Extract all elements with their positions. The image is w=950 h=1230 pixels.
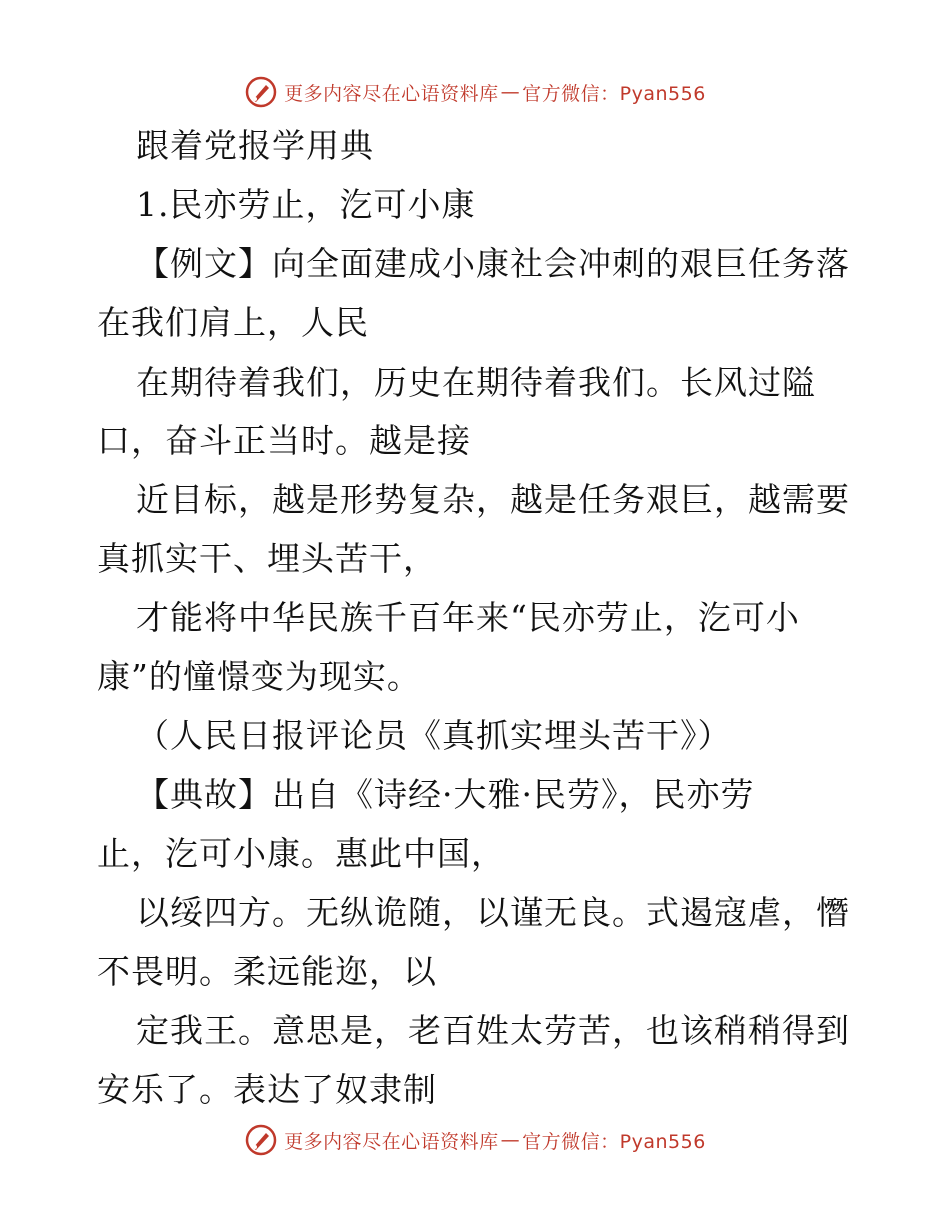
banner-separator: — (500, 1129, 521, 1151)
text-line: 【例文】向全面建成小康社会冲刺的艰巨任务落 (136, 244, 850, 283)
citation-line: （人民日报评论员《真抓实埋头苦干》） (136, 716, 732, 755)
text-line: 在期待着我们，历史在期待着我们。长风过隘 (136, 363, 816, 402)
text-line: 不畏明。柔远能迩，以 (97, 952, 437, 991)
header-banner (0, 72, 950, 112)
section-heading: 1.民亦劳止，汔可小康 (136, 185, 476, 224)
text-line: 止，汔可小康。惠此中国， (97, 834, 505, 873)
banner-wechat-text: 官方微信：Pyan556 (522, 82, 706, 105)
doc-title: 跟着党报学用典 (136, 126, 374, 165)
text-line: 定我王。意思是，老百姓太劳苦，也该稍稍得到 (136, 1011, 850, 1050)
text-line: 【典故】出自《诗经·大雅·民劳》，民亦劳 (136, 775, 755, 814)
text-line: 安乐了。表达了奴隶制 (97, 1070, 437, 1109)
text-line: 口，奋斗正当时。越是接 (97, 421, 471, 460)
banner-site-text: 更多内容尽在心语资料库 (284, 1130, 499, 1153)
fountain-pen-logo-icon (244, 1123, 278, 1157)
footer-banner (0, 1120, 950, 1160)
text-line: 真抓实干、埋头苦干， (97, 539, 437, 578)
text-line: 近目标，越是形势复杂，越是任务艰巨，越需要 (136, 480, 850, 519)
text-line: 康”的憧憬变为现实。 (97, 657, 421, 696)
text-line: 以绥四方。无纵诡随，以谨无良。式遏寇虐，憯 (136, 893, 850, 932)
text-line: 在我们肩上，人民 (97, 303, 369, 342)
text-line: 才能将中华民族千百年来“民亦劳止，汔可小 (136, 598, 800, 637)
banner-separator: — (500, 81, 521, 103)
banner-wechat-text: 官方微信：Pyan556 (522, 1130, 706, 1153)
banner-site-text: 更多内容尽在心语资料库 (284, 82, 499, 105)
fountain-pen-logo-icon (244, 75, 278, 109)
